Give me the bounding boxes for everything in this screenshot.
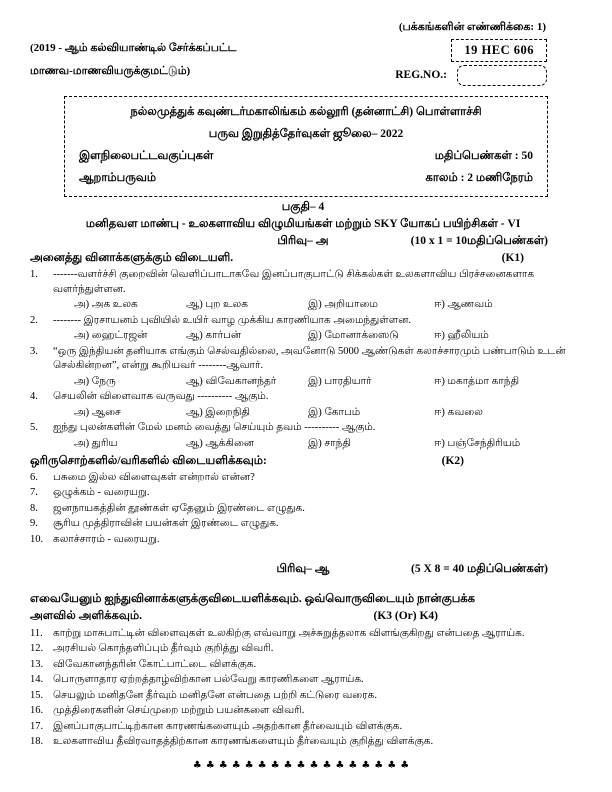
mcq-options bbox=[74, 437, 576, 451]
question-number: 18. bbox=[30, 736, 44, 748]
mcq-options bbox=[74, 375, 576, 389]
question-number: 17. bbox=[30, 720, 44, 732]
mcq-options bbox=[74, 329, 576, 343]
mcq-question bbox=[30, 268, 576, 297]
mcq-options bbox=[74, 406, 576, 420]
mcq-question bbox=[30, 314, 576, 328]
college-header-box bbox=[64, 96, 548, 196]
mcq-question bbox=[30, 421, 576, 435]
page-count-note: (பக்கங்களின் எண்ணிக்கை: 1) bbox=[398, 21, 546, 33]
exam-duration: காலம் : 2 மணிநேரம் bbox=[425, 171, 533, 184]
question-number: 6. bbox=[30, 471, 38, 483]
question-text: ஒழுக்கம் - வரையறு. bbox=[53, 487, 150, 499]
admission-note bbox=[30, 37, 236, 83]
question-number: 1. bbox=[30, 269, 38, 281]
long-question bbox=[30, 735, 576, 749]
question-text: விவேகானந்தரின் கோட்பாட்டை விளக்குக. bbox=[53, 658, 257, 670]
section-a-label: பிரிவு– அ bbox=[277, 234, 329, 247]
question-number: 4. bbox=[30, 391, 38, 403]
max-marks: மதிப்பெண்கள் : 50 bbox=[434, 150, 533, 163]
mcq-option: இ) பாரதியார் bbox=[308, 375, 372, 387]
short-question bbox=[30, 502, 576, 516]
long-question bbox=[30, 704, 576, 718]
k-level-k3-k4: (K3 (Or) K4) bbox=[373, 610, 438, 623]
college-name: நல்லமுத்துக் கவுண்டர்மகாலிங்கம் கல்லூரி (தன்னாட்சி) பொள்ளாச்சி bbox=[130, 106, 482, 119]
mcq-option: அ) அக உலக bbox=[74, 299, 138, 311]
mcq-option: ஈ) கவலை bbox=[434, 406, 483, 418]
mcq-option: ஆ) புற உலக bbox=[186, 299, 248, 311]
question-text: காற்று மாசுபாட்டின் விளைவுகள் உலகிற்கு எவ்வாறு அச்சுறுத்தலாக விளங்குகிறது என்பதை ஆராய்க. bbox=[53, 627, 525, 639]
mcq-option: ஆ) இறைநிதி bbox=[186, 406, 250, 418]
question-text: சூரிய முத்திராவின் பயன்கள் இரண்டை எழுதுக. bbox=[53, 518, 279, 530]
mcq-question bbox=[30, 390, 576, 404]
section-b-instruction-line1: எவையேனும் ஐந்துவினாக்களுக்குவிடையளிக்கவும். ஒவ்வொருவிடையும் நான்குபக்க bbox=[30, 593, 475, 606]
section-b-instruction-line2: அளவில் அளிக்கவும். bbox=[30, 610, 143, 623]
long-question bbox=[30, 689, 576, 703]
question-text: செயலும் மனிதனே தீர்வும் மனிதனே என்பதை பற்றி கட்டுரை வரைக. bbox=[53, 689, 377, 701]
programme-label: இளநிலைபட்டவகுப்புகள் bbox=[79, 150, 214, 163]
question-text: கலாச்சாரம் - வரையறு. bbox=[53, 533, 160, 545]
part-title: பகுதி– 4 bbox=[281, 200, 325, 213]
question-text: -------வளர்ச்சி குறைவின் வெளிப்பாடாகவே இனப்பாகுபாட்டு சிக்கல்கள் உலகளாவிய பிரச்சனைகளாக வளர்ந்துள்ளன. bbox=[53, 269, 535, 295]
short-question bbox=[30, 517, 576, 531]
question-text: -------- இரசாயனம் புவியில் உயிர் வாழ முக்கிய காரணியாக அமைந்துள்ளன. bbox=[53, 314, 412, 326]
question-text: உலகளாவிய தீவிரவாதத்திற்கான காரணங்களையும் தீர்வையும் குறித்து விளக்குக. bbox=[53, 736, 434, 748]
question-text: முத்திரைகளின் செய்முறை மற்றும் பயன்களை விவரி. bbox=[53, 705, 305, 717]
long-question bbox=[30, 673, 576, 687]
end-decoration: ♣♣♣♣♣♣♣♣♣♣♣♣♣♣♣♣♣ bbox=[192, 759, 414, 771]
top-right-fields bbox=[395, 37, 576, 86]
mcq-option: ஈ) மகாத்மா காந்தி bbox=[434, 375, 520, 387]
question-number: 5. bbox=[30, 422, 38, 434]
mcq-option: அ) ஆசை bbox=[74, 406, 121, 418]
long-question bbox=[30, 627, 576, 641]
question-number: 11. bbox=[30, 627, 43, 639]
question-text: “ஒரு இந்தியன் தனியாக எங்கும் செல்வதில்லை, அவனோடு 5000 ஆண்டுகள் கலாச்சாரமும் பண்பாடும் உடன் செல்கின்றன”, என்று கூறியவர் --------ஆவார். bbox=[53, 345, 566, 372]
k-level-k1: (K1) bbox=[501, 252, 524, 265]
exam-session: பருவ இறுதித்தேர்வுகள் ஜூலை– 2022 bbox=[208, 128, 404, 141]
subject-title: மனிதவள மாண்பு - உலகளாவிய விழுமியங்கள் மற்றும் SKY யோகப் பயிற்சிகள் - VI bbox=[85, 217, 521, 230]
short-question bbox=[30, 533, 576, 547]
admission-note-line2: மாணவ-மாணவியருக்குமட்டும்) bbox=[30, 65, 191, 78]
admission-note-line1: (2019 - ஆம் கல்வியாண்டில் சேர்க்கப்பட்ட bbox=[30, 42, 237, 55]
question-text: ஐந்து புலன்களின் மேல் மனம் வைத்து செய்யும் தவம் ---------- ஆகும். bbox=[53, 422, 376, 434]
question-number: 2. bbox=[30, 314, 38, 326]
mcq-option: ஈ) ஹீலியம் bbox=[434, 330, 489, 342]
question-number: 8. bbox=[30, 502, 38, 514]
question-number: 9. bbox=[30, 518, 38, 530]
mcq-option: ஆ) ஆக்கினை bbox=[186, 437, 255, 449]
question-text: செயலின் விளைவாக வருவது ---------- ஆகும். bbox=[53, 391, 269, 403]
mcq-option: அ) ஹைட்ரஜன் bbox=[74, 330, 148, 342]
mcq-option: அ) நேரு bbox=[74, 375, 116, 387]
regno-input-box[interactable] bbox=[457, 65, 547, 86]
question-number: 13. bbox=[30, 658, 44, 670]
section-a-marks: (10 x 1 = 10மதிப்பெண்கள்) bbox=[410, 234, 548, 247]
mcq-option: ஆ) விவேகானந்தர் bbox=[186, 375, 277, 387]
mcq-option: இ) கோபம் bbox=[308, 406, 361, 418]
section-b-marks: (5 X 8 = 40 மதிப்பெண்கள்) bbox=[410, 563, 548, 576]
section-a-instruction: அனைத்து வினாக்களுக்கும் விடையளி. bbox=[30, 252, 234, 265]
mcq-option: ஈ) ஆணவம் bbox=[434, 299, 493, 311]
question-text: அரசியல் கொந்தளிப்பும் தீர்வும் குறித்து விவரி. bbox=[53, 643, 274, 655]
question-number: 3. bbox=[30, 345, 38, 357]
long-question bbox=[30, 658, 576, 672]
short-question bbox=[30, 486, 576, 500]
question-number: 7. bbox=[30, 487, 38, 499]
short-question bbox=[30, 471, 576, 485]
mcq-options bbox=[74, 298, 576, 312]
question-number: 10. bbox=[30, 533, 44, 545]
question-number: 15. bbox=[30, 689, 44, 701]
mcq-option: ஈ) பஞ்சேந்திரியம் bbox=[434, 437, 521, 449]
mcq-option: அ) துரிய bbox=[74, 437, 118, 449]
semester-label: ஆறாம்பருவம் bbox=[79, 171, 157, 184]
question-text: இனப்பாகுபாட்டிற்கான காரணங்களையும் அதற்கான தீர்வையும் விளக்குக. bbox=[53, 720, 403, 732]
short-answer-heading: ஒரிருசொற்களில்/வரிகளில் விடையளிக்கவும்: bbox=[30, 455, 267, 468]
question-text: பசுமை இல்ல விளைவுகள் என்றால் என்ன? bbox=[53, 471, 255, 483]
long-question bbox=[30, 642, 576, 656]
question-text: பொருளாதார ஏற்றத்தாழ்விற்கான பல்வேறு காரணிகளை ஆராய்க. bbox=[53, 674, 364, 686]
long-question bbox=[30, 720, 576, 734]
mcq-option: ஆ) கார்பன் bbox=[186, 330, 242, 342]
mcq-option: இ) மோனாக்ஸைடு bbox=[308, 330, 399, 342]
course-code-box: 19 HEC 606 bbox=[451, 39, 547, 62]
question-text: ஜனநாயகத்தின் தூண்கள் ஏதேனும் இரண்டை எழுதுக. bbox=[53, 502, 305, 514]
mcq-option: இ) அறியாமை bbox=[308, 299, 378, 311]
section-b-label: பிரிவு– ஆ bbox=[276, 563, 330, 576]
mcq-question bbox=[30, 345, 576, 374]
question-number: 16. bbox=[30, 705, 44, 717]
question-number: 12. bbox=[30, 643, 44, 655]
regno-label: REG.NO.: bbox=[395, 68, 447, 81]
mcq-option: இ) சாந்தி bbox=[308, 437, 351, 449]
question-number: 14. bbox=[30, 674, 44, 686]
k-level-k2: (K2) bbox=[441, 455, 464, 468]
